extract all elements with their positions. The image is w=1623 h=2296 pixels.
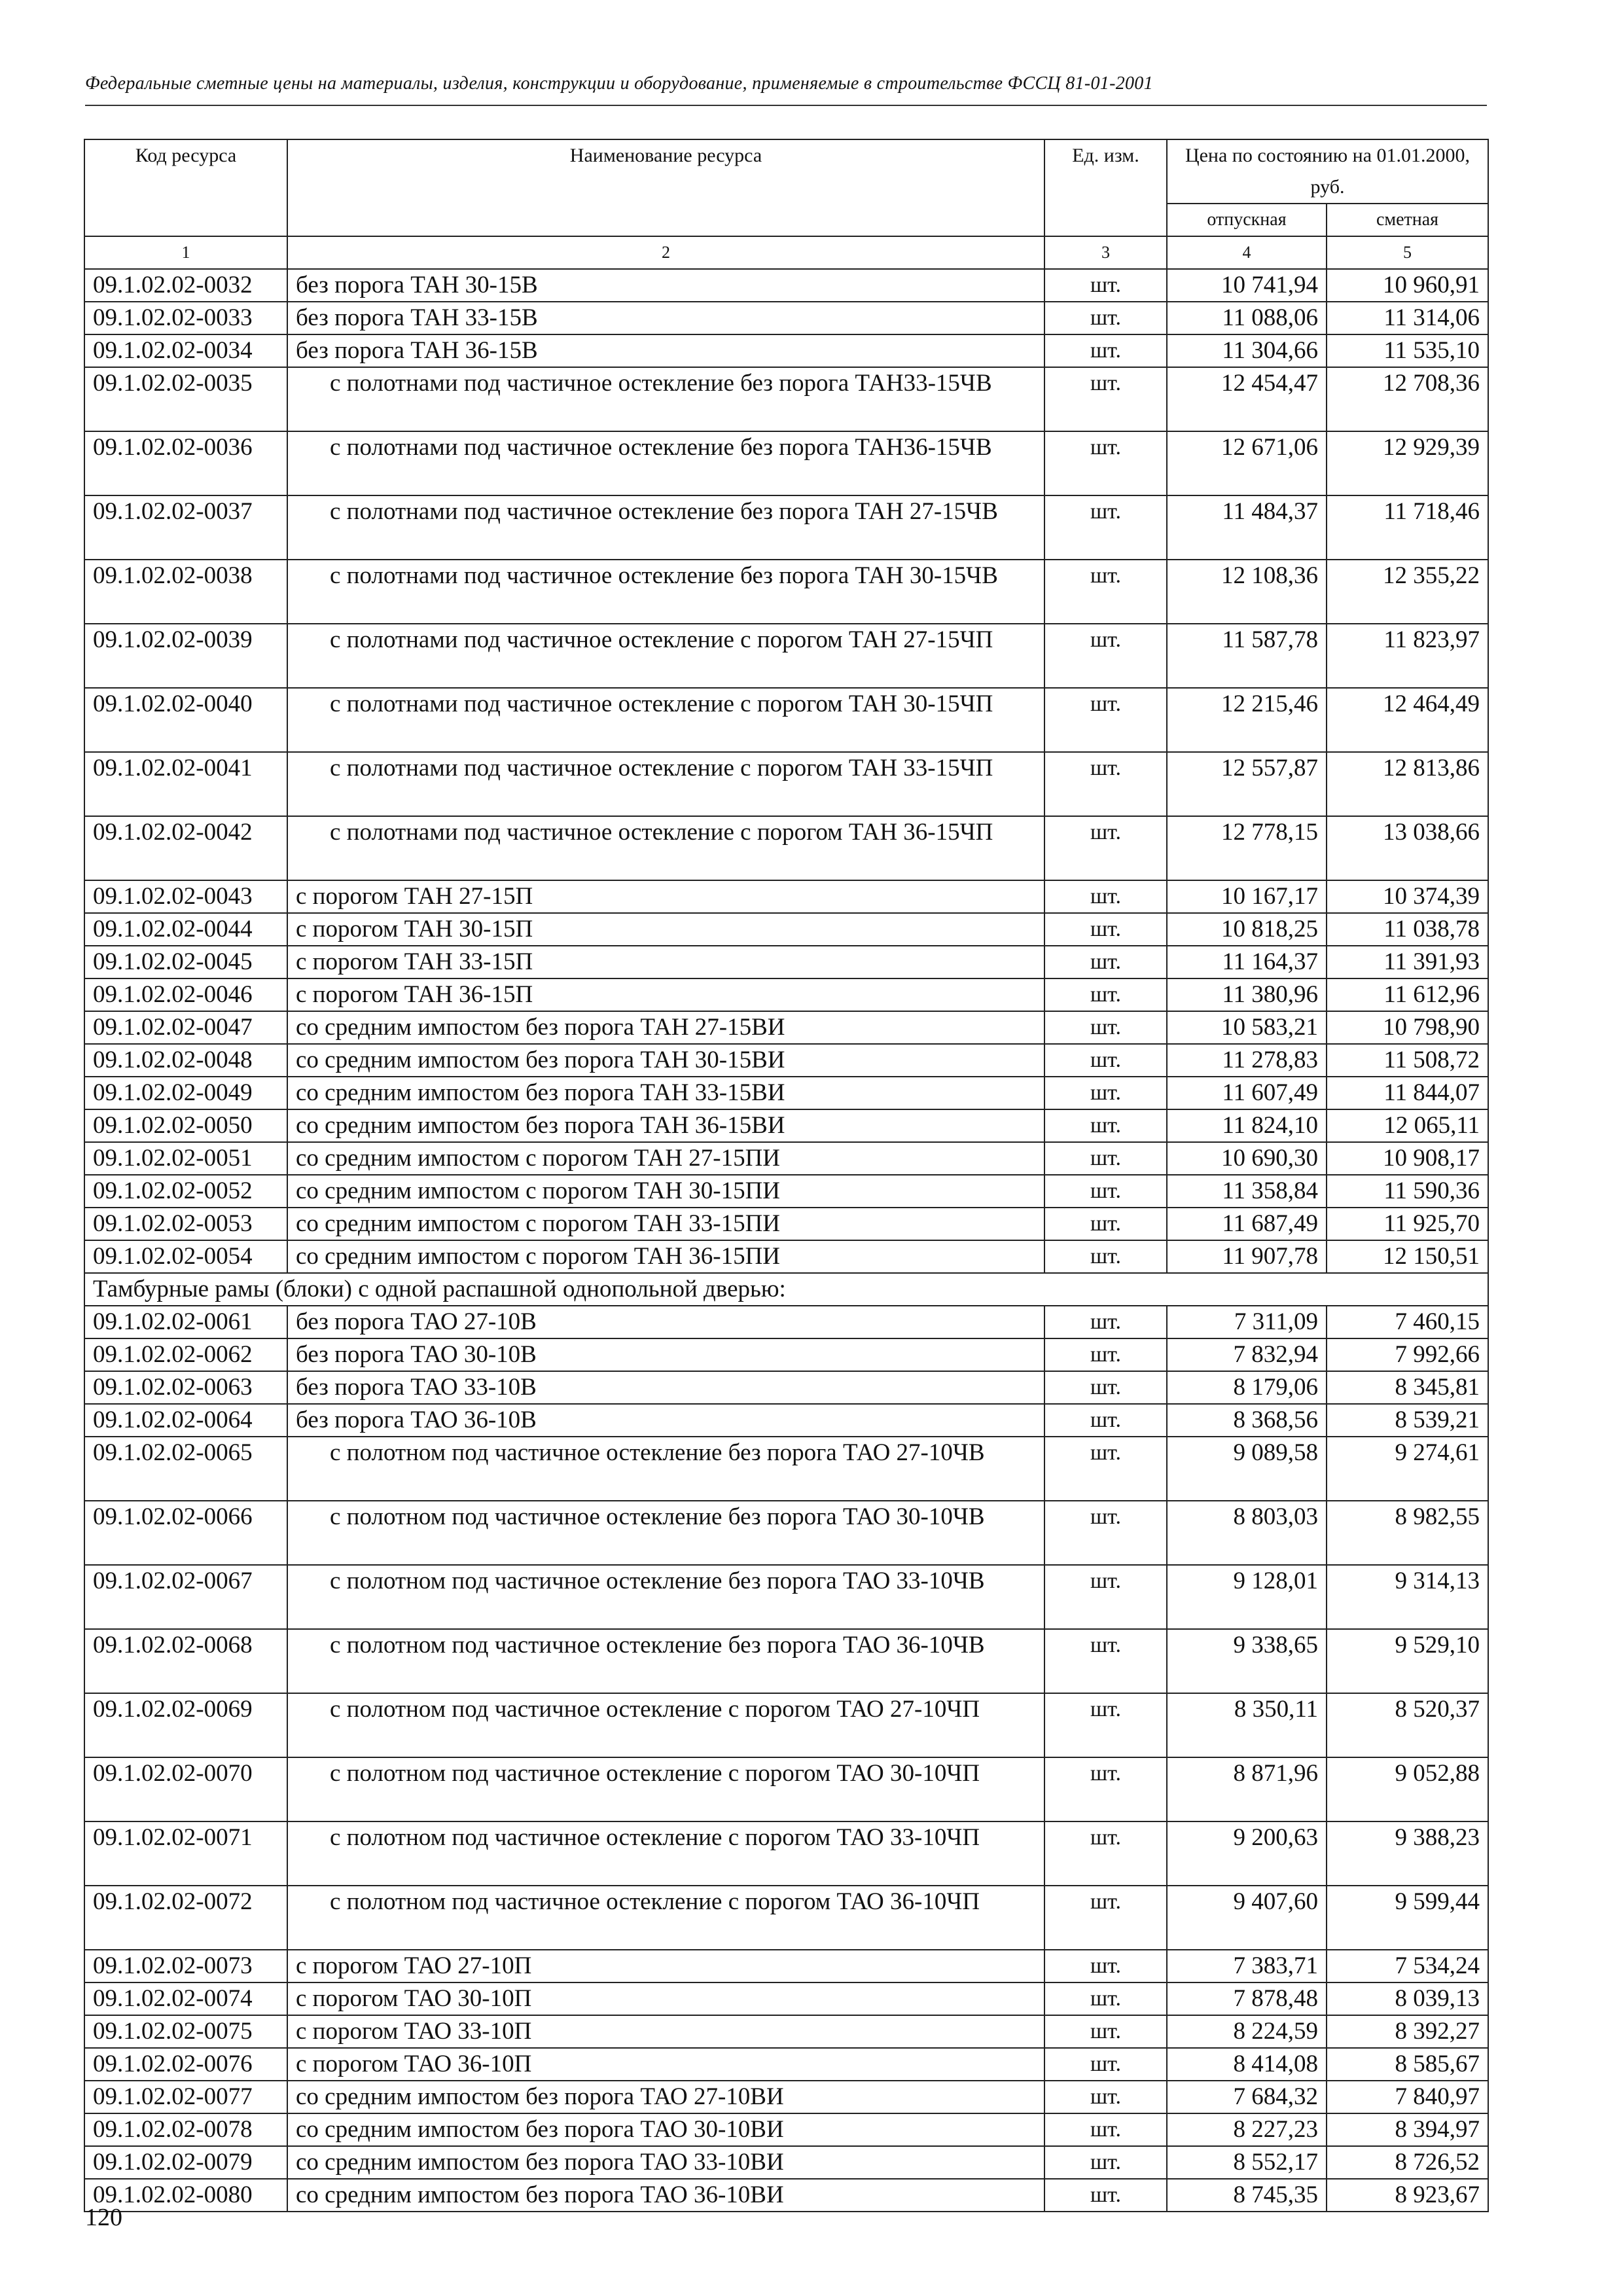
table-row (84, 1404, 1488, 1437)
resource-code: 09.1.02.02-0054 (84, 1240, 287, 1273)
table-row (84, 1240, 1488, 1273)
resource-name: без порога ТАО 33-10В (287, 1371, 1044, 1404)
estimate-price: 8 345,81 (1327, 1371, 1488, 1404)
unit-cell: шт. (1044, 269, 1167, 302)
estimate-price: 7 534,24 (1327, 1950, 1488, 1982)
unit-cell: шт. (1044, 1109, 1167, 1142)
table-row (84, 302, 1488, 334)
release-price: 8 227,23 (1167, 2113, 1327, 2146)
table-row (84, 688, 1488, 752)
resource-name: с полотном под частичное остекление без порога ТАО 27-10ЧВ (287, 1437, 1044, 1501)
release-price: 8 552,17 (1167, 2146, 1327, 2179)
table-body-tao (84, 1306, 1488, 2212)
unit-cell: шт. (1044, 1175, 1167, 1208)
resource-name: с полотнами под частичное остекление с порогом ТАН 36-15ЧП (287, 816, 1044, 880)
resource-name: без порога ТАН 30-15В (287, 269, 1044, 302)
release-price: 8 350,11 (1167, 1693, 1327, 1757)
resource-name: с порогом ТАО 36-10П (287, 2048, 1044, 2081)
release-price: 11 587,78 (1167, 624, 1327, 688)
estimate-price: 8 585,67 (1327, 2048, 1488, 2081)
estimate-price: 11 925,70 (1327, 1208, 1488, 1240)
estimate-price: 11 391,93 (1327, 946, 1488, 978)
table-row (84, 2015, 1488, 2048)
resource-name: с полотнами под частичное остекление с порогом ТАН 27-15ЧП (287, 624, 1044, 688)
resource-code: 09.1.02.02-0074 (84, 1982, 287, 2015)
resource-code: 09.1.02.02-0069 (84, 1693, 287, 1757)
estimate-price: 11 535,10 (1327, 334, 1488, 367)
estimate-price: 10 960,91 (1327, 269, 1488, 302)
table-row (84, 269, 1488, 302)
table-row (84, 367, 1488, 431)
release-price: 9 407,60 (1167, 1886, 1327, 1950)
unit-cell: шт. (1044, 1757, 1167, 1821)
resource-name: без порога ТАН 36-15В (287, 334, 1044, 367)
resource-name: с порогом ТАО 27-10П (287, 1950, 1044, 1982)
table-row (84, 624, 1488, 688)
resource-code: 09.1.02.02-0042 (84, 816, 287, 880)
resource-name: с полотном под частичное остекление без порога ТАО 36-10ЧВ (287, 1629, 1044, 1693)
resource-code: 09.1.02.02-0064 (84, 1404, 287, 1437)
table-row (84, 1011, 1488, 1044)
resource-name: со средним импостом без порога ТАН 36-15ВИ (287, 1109, 1044, 1142)
resource-code: 09.1.02.02-0032 (84, 269, 287, 302)
estimate-price: 11 314,06 (1327, 302, 1488, 334)
resource-name: со средним импостом без порога ТАО 33-10ВИ (287, 2146, 1044, 2179)
resource-name: без порога ТАО 30-10В (287, 1338, 1044, 1371)
unit-cell: шт. (1044, 1011, 1167, 1044)
resource-name: без порога ТАО 27-10В (287, 1306, 1044, 1338)
release-price: 12 454,47 (1167, 367, 1327, 431)
estimate-price: 8 982,55 (1327, 1501, 1488, 1565)
unit-cell: шт. (1044, 2113, 1167, 2146)
unit-cell: шт. (1044, 624, 1167, 688)
resource-name: без порога ТАН 33-15В (287, 302, 1044, 334)
resource-code: 09.1.02.02-0036 (84, 431, 287, 495)
header-rule (85, 105, 1487, 106)
header-release-price: отпускная (1167, 204, 1327, 236)
resource-name: с полотнами под частичное остекление без порога ТАН 30-15ЧВ (287, 560, 1044, 624)
table-row (84, 1109, 1488, 1142)
header-name: Наименование ресурса (287, 139, 1044, 236)
unit-cell: шт. (1044, 913, 1167, 946)
release-price: 12 108,36 (1167, 560, 1327, 624)
resource-code: 09.1.02.02-0034 (84, 334, 287, 367)
release-price: 9 338,65 (1167, 1629, 1327, 1693)
estimate-price: 12 929,39 (1327, 431, 1488, 495)
estimate-price: 10 798,90 (1327, 1011, 1488, 1044)
resource-code: 09.1.02.02-0068 (84, 1629, 287, 1693)
estimate-price: 12 355,22 (1327, 560, 1488, 624)
table-row (84, 1757, 1488, 1821)
unit-cell: шт. (1044, 880, 1167, 913)
resource-code: 09.1.02.02-0050 (84, 1109, 287, 1142)
header-code: Код ресурса (84, 139, 287, 236)
resource-name: с полотнами под частичное остекление без порога ТАН33-15ЧВ (287, 367, 1044, 431)
estimate-price: 8 392,27 (1327, 2015, 1488, 2048)
unit-cell: шт. (1044, 978, 1167, 1011)
estimate-price: 9 599,44 (1327, 1886, 1488, 1950)
release-price: 8 803,03 (1167, 1501, 1327, 1565)
release-price: 8 414,08 (1167, 2048, 1327, 2081)
section-block (84, 1273, 1488, 1306)
resource-name: с порогом ТАН 30-15П (287, 913, 1044, 946)
table-row (84, 1077, 1488, 1109)
release-price: 7 684,32 (1167, 2081, 1327, 2113)
release-price: 9 200,63 (1167, 1821, 1327, 1886)
resource-code: 09.1.02.02-0063 (84, 1371, 287, 1404)
estimate-price: 8 539,21 (1327, 1404, 1488, 1437)
estimate-price: 12 150,51 (1327, 1240, 1488, 1273)
estimate-price: 9 529,10 (1327, 1629, 1488, 1693)
release-price: 10 741,94 (1167, 269, 1327, 302)
table-row (84, 1371, 1488, 1404)
resource-code: 09.1.02.02-0061 (84, 1306, 287, 1338)
unit-cell: шт. (1044, 1240, 1167, 1273)
unit-cell: шт. (1044, 1404, 1167, 1437)
section-title: Тамбурные рамы (блоки) с одной распашной однопольной дверью: (84, 1273, 1488, 1306)
resource-name: со средним импостом без порога ТАН 27-15ВИ (287, 1011, 1044, 1044)
resource-name: с полотнами под частичное остекление без порога ТАН36-15ЧВ (287, 431, 1044, 495)
unit-cell: шт. (1044, 302, 1167, 334)
estimate-price: 10 908,17 (1327, 1142, 1488, 1175)
unit-cell: шт. (1044, 1565, 1167, 1629)
estimate-price: 12 464,49 (1327, 688, 1488, 752)
release-price: 10 583,21 (1167, 1011, 1327, 1044)
resource-code: 09.1.02.02-0045 (84, 946, 287, 978)
resource-name: с полотном под частичное остекление с порогом ТАО 30-10ЧП (287, 1757, 1044, 1821)
unit-cell: шт. (1044, 946, 1167, 978)
resource-code: 09.1.02.02-0041 (84, 752, 287, 816)
resource-name: со средним импостом с порогом ТАН 33-15ПИ (287, 1208, 1044, 1240)
resource-code: 09.1.02.02-0065 (84, 1437, 287, 1501)
table-row (84, 1982, 1488, 2015)
resource-code: 09.1.02.02-0078 (84, 2113, 287, 2146)
table-row (84, 880, 1488, 913)
resource-code: 09.1.02.02-0062 (84, 1338, 287, 1371)
resource-code: 09.1.02.02-0039 (84, 624, 287, 688)
release-price: 7 383,71 (1167, 1950, 1327, 1982)
table-row (84, 1950, 1488, 1982)
resource-code: 09.1.02.02-0037 (84, 495, 287, 560)
resource-name: с порогом ТАН 33-15П (287, 946, 1044, 978)
release-price: 11 164,37 (1167, 946, 1327, 978)
column-number: 4 (1167, 236, 1327, 269)
table-row (84, 1821, 1488, 1886)
release-price: 8 871,96 (1167, 1757, 1327, 1821)
release-price: 11 278,83 (1167, 1044, 1327, 1077)
unit-cell: шт. (1044, 1077, 1167, 1109)
estimate-price: 11 038,78 (1327, 913, 1488, 946)
unit-cell: шт. (1044, 1501, 1167, 1565)
table-row (84, 1142, 1488, 1175)
column-number: 1 (84, 236, 287, 269)
estimate-price: 11 823,97 (1327, 624, 1488, 688)
price-table (84, 139, 1489, 2212)
table-row (84, 752, 1488, 816)
resource-code: 09.1.02.02-0075 (84, 2015, 287, 2048)
estimate-price: 11 612,96 (1327, 978, 1488, 1011)
estimate-price: 11 590,36 (1327, 1175, 1488, 1208)
release-price: 11 380,96 (1167, 978, 1327, 1011)
resource-code: 09.1.02.02-0079 (84, 2146, 287, 2179)
release-price: 11 687,49 (1167, 1208, 1327, 1240)
unit-cell: шт. (1044, 1306, 1167, 1338)
release-price: 11 484,37 (1167, 495, 1327, 560)
resource-name: со средним импостом с порогом ТАН 30-15ПИ (287, 1175, 1044, 1208)
table-row (84, 1175, 1488, 1208)
table-row (84, 1693, 1488, 1757)
resource-code: 09.1.02.02-0070 (84, 1757, 287, 1821)
table-row (84, 1501, 1488, 1565)
resource-code: 09.1.02.02-0049 (84, 1077, 287, 1109)
table-row (84, 1338, 1488, 1371)
resource-name: со средним импостом с порогом ТАН 27-15ПИ (287, 1142, 1044, 1175)
release-price: 9 089,58 (1167, 1437, 1327, 1501)
resource-name: с полотнами под частичное остекление без порога ТАН 27-15ЧВ (287, 495, 1044, 560)
table-row (84, 2179, 1488, 2212)
resource-code: 09.1.02.02-0072 (84, 1886, 287, 1950)
table-row (84, 946, 1488, 978)
table-row (84, 2113, 1488, 2146)
unit-cell: шт. (1044, 688, 1167, 752)
unit-cell: шт. (1044, 752, 1167, 816)
unit-cell: шт. (1044, 560, 1167, 624)
resource-name: со средним импостом без порога ТАН 30-15ВИ (287, 1044, 1044, 1077)
release-price: 10 167,17 (1167, 880, 1327, 913)
resource-code: 09.1.02.02-0077 (84, 2081, 287, 2113)
table-row (84, 495, 1488, 560)
estimate-price: 11 508,72 (1327, 1044, 1488, 1077)
estimate-price: 8 039,13 (1327, 1982, 1488, 2015)
estimate-price: 8 923,67 (1327, 2179, 1488, 2212)
resource-name: с порогом ТАО 33-10П (287, 2015, 1044, 2048)
unit-cell: шт. (1044, 1982, 1167, 2015)
table-row (84, 1886, 1488, 1950)
estimate-price: 12 813,86 (1327, 752, 1488, 816)
table-row (84, 2146, 1488, 2179)
running-header: Федеральные сметные цены на материалы, изделия, конструкции и оборудование, применяемые в строительстве ФССЦ 81-01-2001 (85, 73, 1153, 94)
release-price: 8 224,59 (1167, 2015, 1327, 2048)
estimate-price: 11 844,07 (1327, 1077, 1488, 1109)
resource-name: без порога ТАО 36-10В (287, 1404, 1044, 1437)
resource-name: с порогом ТАН 36-15П (287, 978, 1044, 1011)
unit-cell: шт. (1044, 495, 1167, 560)
table-row (84, 978, 1488, 1011)
unit-cell: шт. (1044, 2081, 1167, 2113)
estimate-price: 7 460,15 (1327, 1306, 1488, 1338)
table-body-tan (84, 269, 1488, 1273)
column-number: 2 (287, 236, 1044, 269)
release-price: 12 215,46 (1167, 688, 1327, 752)
table-row (84, 1629, 1488, 1693)
resource-name: с полотном под частичное остекление с порогом ТАО 36-10ЧП (287, 1886, 1044, 1950)
release-price: 8 179,06 (1167, 1371, 1327, 1404)
release-price: 10 690,30 (1167, 1142, 1327, 1175)
table-row (84, 1306, 1488, 1338)
resource-name: со средним импостом без порога ТАО 36-10ВИ (287, 2179, 1044, 2212)
unit-cell: шт. (1044, 1371, 1167, 1404)
estimate-price: 9 388,23 (1327, 1821, 1488, 1886)
release-price: 11 824,10 (1167, 1109, 1327, 1142)
release-price: 7 832,94 (1167, 1338, 1327, 1371)
resource-name: с полотнами под частичное остекление с порогом ТАН 33-15ЧП (287, 752, 1044, 816)
resource-code: 09.1.02.02-0046 (84, 978, 287, 1011)
resource-name: с полотном под частичное остекление с порогом ТАО 27-10ЧП (287, 1693, 1044, 1757)
resource-code: 09.1.02.02-0047 (84, 1011, 287, 1044)
estimate-price: 12 065,11 (1327, 1109, 1488, 1142)
resource-code: 09.1.02.02-0038 (84, 560, 287, 624)
release-price: 11 088,06 (1167, 302, 1327, 334)
unit-cell: шт. (1044, 2015, 1167, 2048)
unit-cell: шт. (1044, 2146, 1167, 2179)
estimate-price: 12 708,36 (1327, 367, 1488, 431)
unit-cell: шт. (1044, 334, 1167, 367)
resource-code: 09.1.02.02-0071 (84, 1821, 287, 1886)
release-price: 9 128,01 (1167, 1565, 1327, 1629)
unit-cell: шт. (1044, 1437, 1167, 1501)
table-row (84, 1208, 1488, 1240)
release-price: 11 607,49 (1167, 1077, 1327, 1109)
unit-cell: шт. (1044, 1821, 1167, 1886)
table-row (84, 1437, 1488, 1501)
resource-code: 09.1.02.02-0035 (84, 367, 287, 431)
resource-code: 09.1.02.02-0048 (84, 1044, 287, 1077)
table-row (84, 1044, 1488, 1077)
column-number: 3 (1044, 236, 1167, 269)
unit-cell: шт. (1044, 1629, 1167, 1693)
header-price-group: Цена по состоянию на 01.01.2000, руб. (1167, 139, 1488, 204)
resource-code: 09.1.02.02-0051 (84, 1142, 287, 1175)
estimate-price: 7 992,66 (1327, 1338, 1488, 1371)
release-price: 11 304,66 (1167, 334, 1327, 367)
table-row (84, 1565, 1488, 1629)
estimate-price: 8 726,52 (1327, 2146, 1488, 2179)
estimate-price: 9 274,61 (1327, 1437, 1488, 1501)
release-price: 7 878,48 (1167, 1982, 1327, 2015)
unit-cell: шт. (1044, 1338, 1167, 1371)
resource-name: со средним импостом без порога ТАО 30-10ВИ (287, 2113, 1044, 2146)
resource-code: 09.1.02.02-0033 (84, 302, 287, 334)
release-price: 12 778,15 (1167, 816, 1327, 880)
unit-cell: шт. (1044, 2179, 1167, 2212)
unit-cell: шт. (1044, 1886, 1167, 1950)
estimate-price: 7 840,97 (1327, 2081, 1488, 2113)
resource-name: со средним импостом без порога ТАО 27-10ВИ (287, 2081, 1044, 2113)
release-price: 11 358,84 (1167, 1175, 1327, 1208)
estimate-price: 9 314,13 (1327, 1565, 1488, 1629)
unit-cell: шт. (1044, 1142, 1167, 1175)
release-price: 8 745,35 (1167, 2179, 1327, 2212)
release-price: 7 311,09 (1167, 1306, 1327, 1338)
table-row (84, 560, 1488, 624)
resource-name: с порогом ТАН 27-15П (287, 880, 1044, 913)
page-number: 120 (85, 2204, 122, 2231)
resource-code: 09.1.02.02-0053 (84, 1208, 287, 1240)
resource-code: 09.1.02.02-0066 (84, 1501, 287, 1565)
estimate-price: 11 718,46 (1327, 495, 1488, 560)
table-row (84, 431, 1488, 495)
resource-code: 09.1.02.02-0044 (84, 913, 287, 946)
resource-name: со средним импостом без порога ТАН 33-15ВИ (287, 1077, 1044, 1109)
table-row (84, 334, 1488, 367)
resource-code: 09.1.02.02-0080 (84, 2179, 287, 2212)
resource-name: с полотном под частичное остекление без порога ТАО 33-10ЧВ (287, 1565, 1044, 1629)
release-price: 11 907,78 (1167, 1240, 1327, 1273)
table-row (84, 913, 1488, 946)
resource-name: с порогом ТАО 30-10П (287, 1982, 1044, 2015)
resource-code: 09.1.02.02-0052 (84, 1175, 287, 1208)
resource-name: с полотнами под частичное остекление с порогом ТАН 30-15ЧП (287, 688, 1044, 752)
table-row (84, 2048, 1488, 2081)
resource-code: 09.1.02.02-0073 (84, 1950, 287, 1982)
estimate-price: 9 052,88 (1327, 1757, 1488, 1821)
estimate-price: 8 520,37 (1327, 1693, 1488, 1757)
resource-code: 09.1.02.02-0067 (84, 1565, 287, 1629)
table-row (84, 2081, 1488, 2113)
header-estimate-price: сметная (1327, 204, 1488, 236)
unit-cell: шт. (1044, 431, 1167, 495)
estimate-price: 8 394,97 (1327, 2113, 1488, 2146)
resource-name: с полотном под частичное остекление с порогом ТАО 33-10ЧП (287, 1821, 1044, 1886)
unit-cell: шт. (1044, 1044, 1167, 1077)
unit-cell: шт. (1044, 367, 1167, 431)
table-row (84, 816, 1488, 880)
resource-name: с полотном под частичное остекление без порога ТАО 30-10ЧВ (287, 1501, 1044, 1565)
release-price: 12 557,87 (1167, 752, 1327, 816)
resource-code: 09.1.02.02-0043 (84, 880, 287, 913)
resource-name: со средним импостом с порогом ТАН 36-15ПИ (287, 1240, 1044, 1273)
column-number: 5 (1327, 236, 1488, 269)
release-price: 8 368,56 (1167, 1404, 1327, 1437)
unit-cell: шт. (1044, 1693, 1167, 1757)
unit-cell: шт. (1044, 2048, 1167, 2081)
resource-code: 09.1.02.02-0076 (84, 2048, 287, 2081)
header-unit: Ед. изм. (1044, 139, 1167, 236)
resource-code: 09.1.02.02-0040 (84, 688, 287, 752)
release-price: 10 818,25 (1167, 913, 1327, 946)
unit-cell: шт. (1044, 1950, 1167, 1982)
unit-cell: шт. (1044, 1208, 1167, 1240)
release-price: 12 671,06 (1167, 431, 1327, 495)
estimate-price: 10 374,39 (1327, 880, 1488, 913)
unit-cell: шт. (1044, 816, 1167, 880)
estimate-price: 13 038,66 (1327, 816, 1488, 880)
